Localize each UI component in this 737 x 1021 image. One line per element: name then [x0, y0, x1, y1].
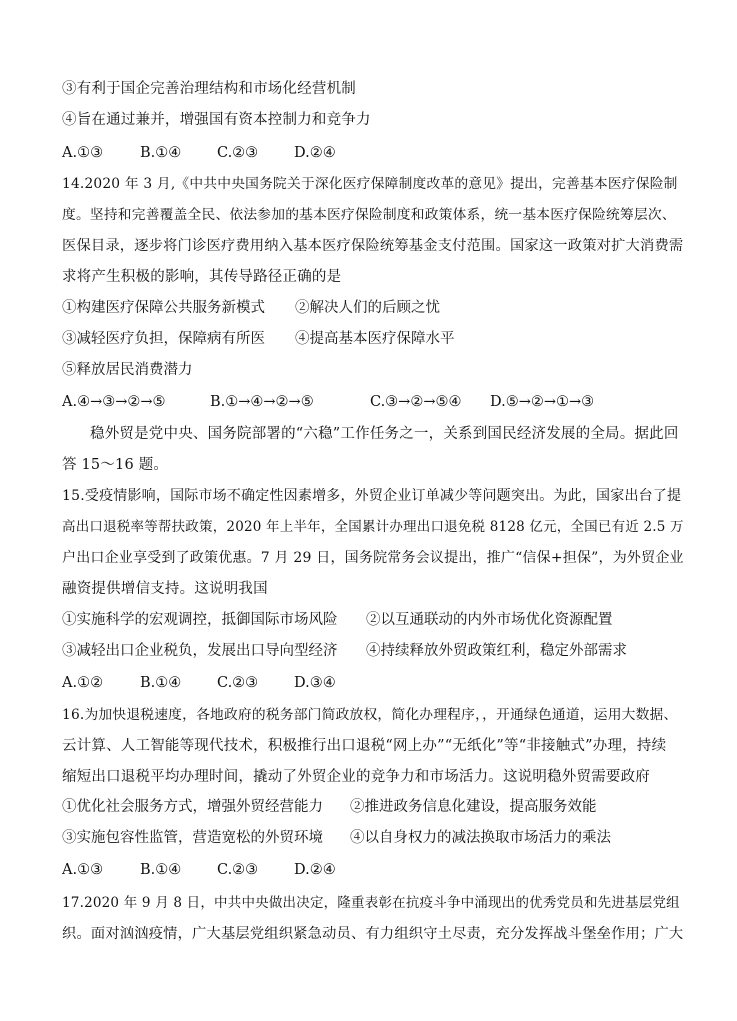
q16-option-2: ②推进政务信息化建设，提高服务效能 [350, 799, 597, 815]
q16-answer-b: B.①④ [140, 862, 182, 878]
q16-stem-line-2: 云计算、人工智能等现代技术，积极推行出口退税“网上办”“无纸化”等“非接触式”办理，持续 [62, 738, 667, 754]
q16-stem-line-3: 缩短出口退税平均办理时间，撬动了外贸企业的竞争力和市场活力。这说明稳外贸需要政府 [62, 769, 650, 785]
q14-option-3: ③减轻医疗负担，保障病有所医 [62, 331, 265, 347]
q13-answer-d: D.②④ [294, 145, 336, 161]
q14-option-2: ②解决人们的后顾之忧 [295, 300, 440, 316]
q15-stem-line-3: 户出口企业享受到了政策优惠。7 月 29 日，国务院常务会议提出，推广“信保+担保”，为外贸企业 [62, 550, 684, 566]
q14-option-1: ①构建医疗保障公共服务新模式 [62, 300, 265, 316]
q16-option-4: ④以自身权力的减法换取市场活力的乘法 [350, 830, 611, 846]
q14-stem-line-4: 求将产生积极的影响，其传导路径正确的是 [62, 269, 342, 285]
q17-stem-line-2: 织。面对汹汹疫情，广大基层党组织紧急动员、有力组织守土尽责，充分发挥战斗堡垒作用；广大 [62, 926, 684, 942]
q16-answer-a: A.①③ [62, 862, 104, 878]
q15-option-2: ②以互通联动的内外市场优化资源配置 [366, 612, 613, 628]
q14-stem-line-3: 医保目录，逐步将门诊医疗费用纳入基本医疗保险统筹基金支付范围。国家这一政策对扩大消费需 [62, 238, 684, 254]
q13-answer-c: C.②③ [217, 145, 259, 161]
q17-stem-line-1: 17.2020 年 9 月 8 日，中共中央做出决定，隆重表彰在抗疫斗争中涌现出的优秀党员和先进基层党组 [62, 895, 680, 911]
q16-option-1: ①优化社会服务方式，增强外贸经营能力 [62, 799, 323, 815]
q16-answer-c: C.②③ [217, 862, 259, 878]
q14-option-4: ④提高基本医疗保障水平 [295, 331, 455, 347]
q15-answer-d: D.③④ [294, 675, 336, 691]
q14-answer-b: B.①→④→②→⑤ [210, 394, 314, 410]
q15-stem-line-2: 高出口退税率等帮扶政策，2020 年上半年，全国累计办理出口退免税 8128 亿元，全国已有近 2.5 万 [62, 519, 684, 535]
q15-stem-line-4: 融资提供增信支持。这说明我国 [62, 581, 268, 597]
q14-option-5: ⑤释放居民消费潜力 [62, 362, 193, 378]
q13-option-3: ③有利于国企完善治理结构和市场化经营机制 [62, 81, 356, 97]
intro-line-1: 稳外贸是党中央、国务院部署的“六稳”工作任务之一，关系到国民经济发展的全局。据此回 [90, 426, 679, 442]
q13-answer-a: A.①③ [62, 145, 104, 161]
q15-answer-c: C.②③ [217, 675, 259, 691]
q13-option-4: ④旨在通过兼并，增强国有资本控制力和竞争力 [62, 112, 371, 128]
q15-answer-b: B.①④ [140, 675, 182, 691]
q14-stem-line-2: 度。坚持和完善覆盖全民、依法参加的基本医疗保险制度和政策体系，统一基本医疗保险统筹层次、 [62, 207, 676, 223]
q14-answer-c: C.③→②→⑤④ [370, 394, 462, 410]
intro-line-2: 答 15～16 题。 [62, 457, 169, 473]
q15-stem-line-1: 15.受疫情影响，国际市场不确定性因素增多，外贸企业订单减少等问题突出。为此，国家出台了提 [62, 488, 682, 504]
q16-stem-line-1: 16.为加快退税速度，各地政府的税务部门简政放权，简化办理程序，，开通绿色通道，运用大数据、 [62, 707, 678, 723]
q14-answer-d: D.⑤→②→①→③ [490, 394, 595, 410]
q15-option-1: ①实施科学的宏观调控，抵御国际市场风险 [62, 612, 338, 628]
q13-answer-b: B.①④ [140, 145, 182, 161]
q14-answer-a: A.④→③→②→⑤ [62, 394, 166, 410]
q16-option-3: ③实施包容性监管，营造宽松的外贸环境 [62, 830, 323, 846]
q14-stem-line-1: 14.2020 年 3 月,《中共中央国务院关于深化医疗保障制度改革的意见》提出，完善基本医疗保险制 [62, 176, 678, 192]
q15-answer-a: A.①② [62, 675, 104, 691]
q15-option-3: ③减轻出口企业税负，发展出口导向型经济 [62, 643, 338, 659]
q15-option-4: ④持续释放外贸政策红利，稳定外部需求 [366, 643, 627, 659]
q16-answer-d: D.②④ [294, 862, 336, 878]
